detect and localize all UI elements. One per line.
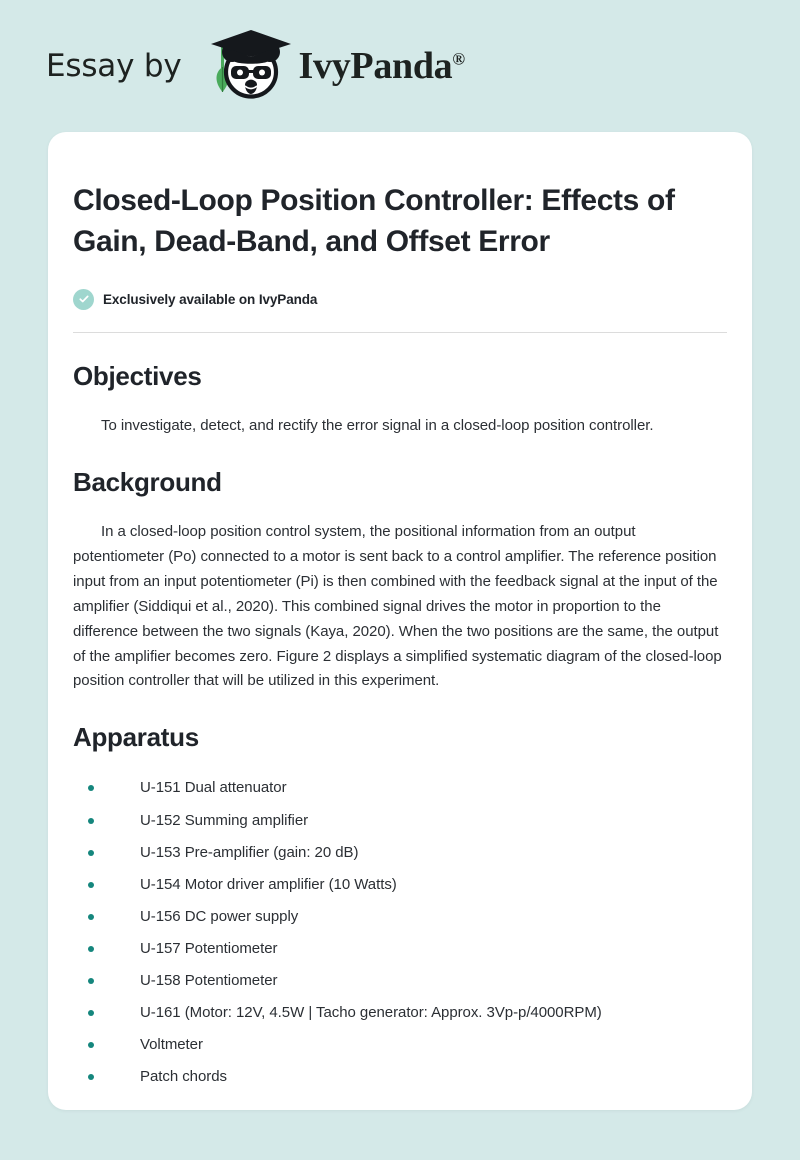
list-item: Voltmeter <box>88 1032 727 1064</box>
essay-card <box>48 132 752 1110</box>
background-paragraph: In a closed-loop position control system, the positional information from an output potentiometer (Po) connected to a motor is sent back to a control amplifier. The reference position input from an input potentiometer (Pi) is then combined with the feedback signal at the input of the amplifier (Siddiqui et al., 2020). This combined signal drives the motor in proportion to the difference between the two signals (Kaya, 2020). When the two positions are the same, the output of the amplifier becomes zero. Figure 2 displays a simplified systematic diagram of the closed-loop position controller that will be utilized in this experiment. <box>73 523 722 690</box>
exclusivity-label: Exclusively available on IvyPanda <box>103 291 318 307</box>
panda-graduate-logo <box>200 24 296 102</box>
list-item: U-153 Pre-amplifier (gain: 20 dB) <box>88 840 727 872</box>
exclusivity-badge <box>73 289 727 310</box>
essay-by-label: Essay by <box>46 47 182 84</box>
section-heading-background: Background <box>73 466 222 497</box>
header-divider <box>73 332 727 333</box>
list-item: U-156 DC power supply <box>88 904 727 936</box>
page-title: Closed-Loop Position Controller: Effects of Gain, Dead-Band, and Offset Error <box>73 184 675 259</box>
site-header <box>0 0 800 132</box>
section-heading-apparatus: Apparatus <box>73 722 199 753</box>
list-item: U-157 Potentiometer <box>88 936 727 968</box>
list-item: Patch chords <box>88 1064 727 1096</box>
ivypanda-wordmark <box>299 47 465 85</box>
apparatus-list <box>73 775 727 1095</box>
registered-trademark-icon: ® <box>452 49 465 69</box>
check-circle-icon <box>73 289 94 310</box>
section-heading-objectives: Objectives <box>73 360 202 391</box>
list-item: U-154 Motor driver amplifier (10 Watts) <box>88 872 727 904</box>
brand-name-text: IvyPanda <box>298 45 453 87</box>
ivypanda-brand[interactable] <box>200 30 465 102</box>
list-item: U-151 Dual attenuator <box>88 775 727 807</box>
list-item: U-158 Potentiometer <box>88 968 727 1000</box>
list-item: U-152 Summing amplifier <box>88 808 727 840</box>
objectives-paragraph: To investigate, detect, and rectify the error signal in a closed-loop position controller. <box>101 416 654 434</box>
card-content <box>73 180 727 1096</box>
brand-lockup[interactable] <box>46 30 465 102</box>
list-item: U-161 (Motor: 12V, 4.5W | Tacho generator: Approx. 3Vp-p/4000RPM) <box>88 1000 727 1032</box>
